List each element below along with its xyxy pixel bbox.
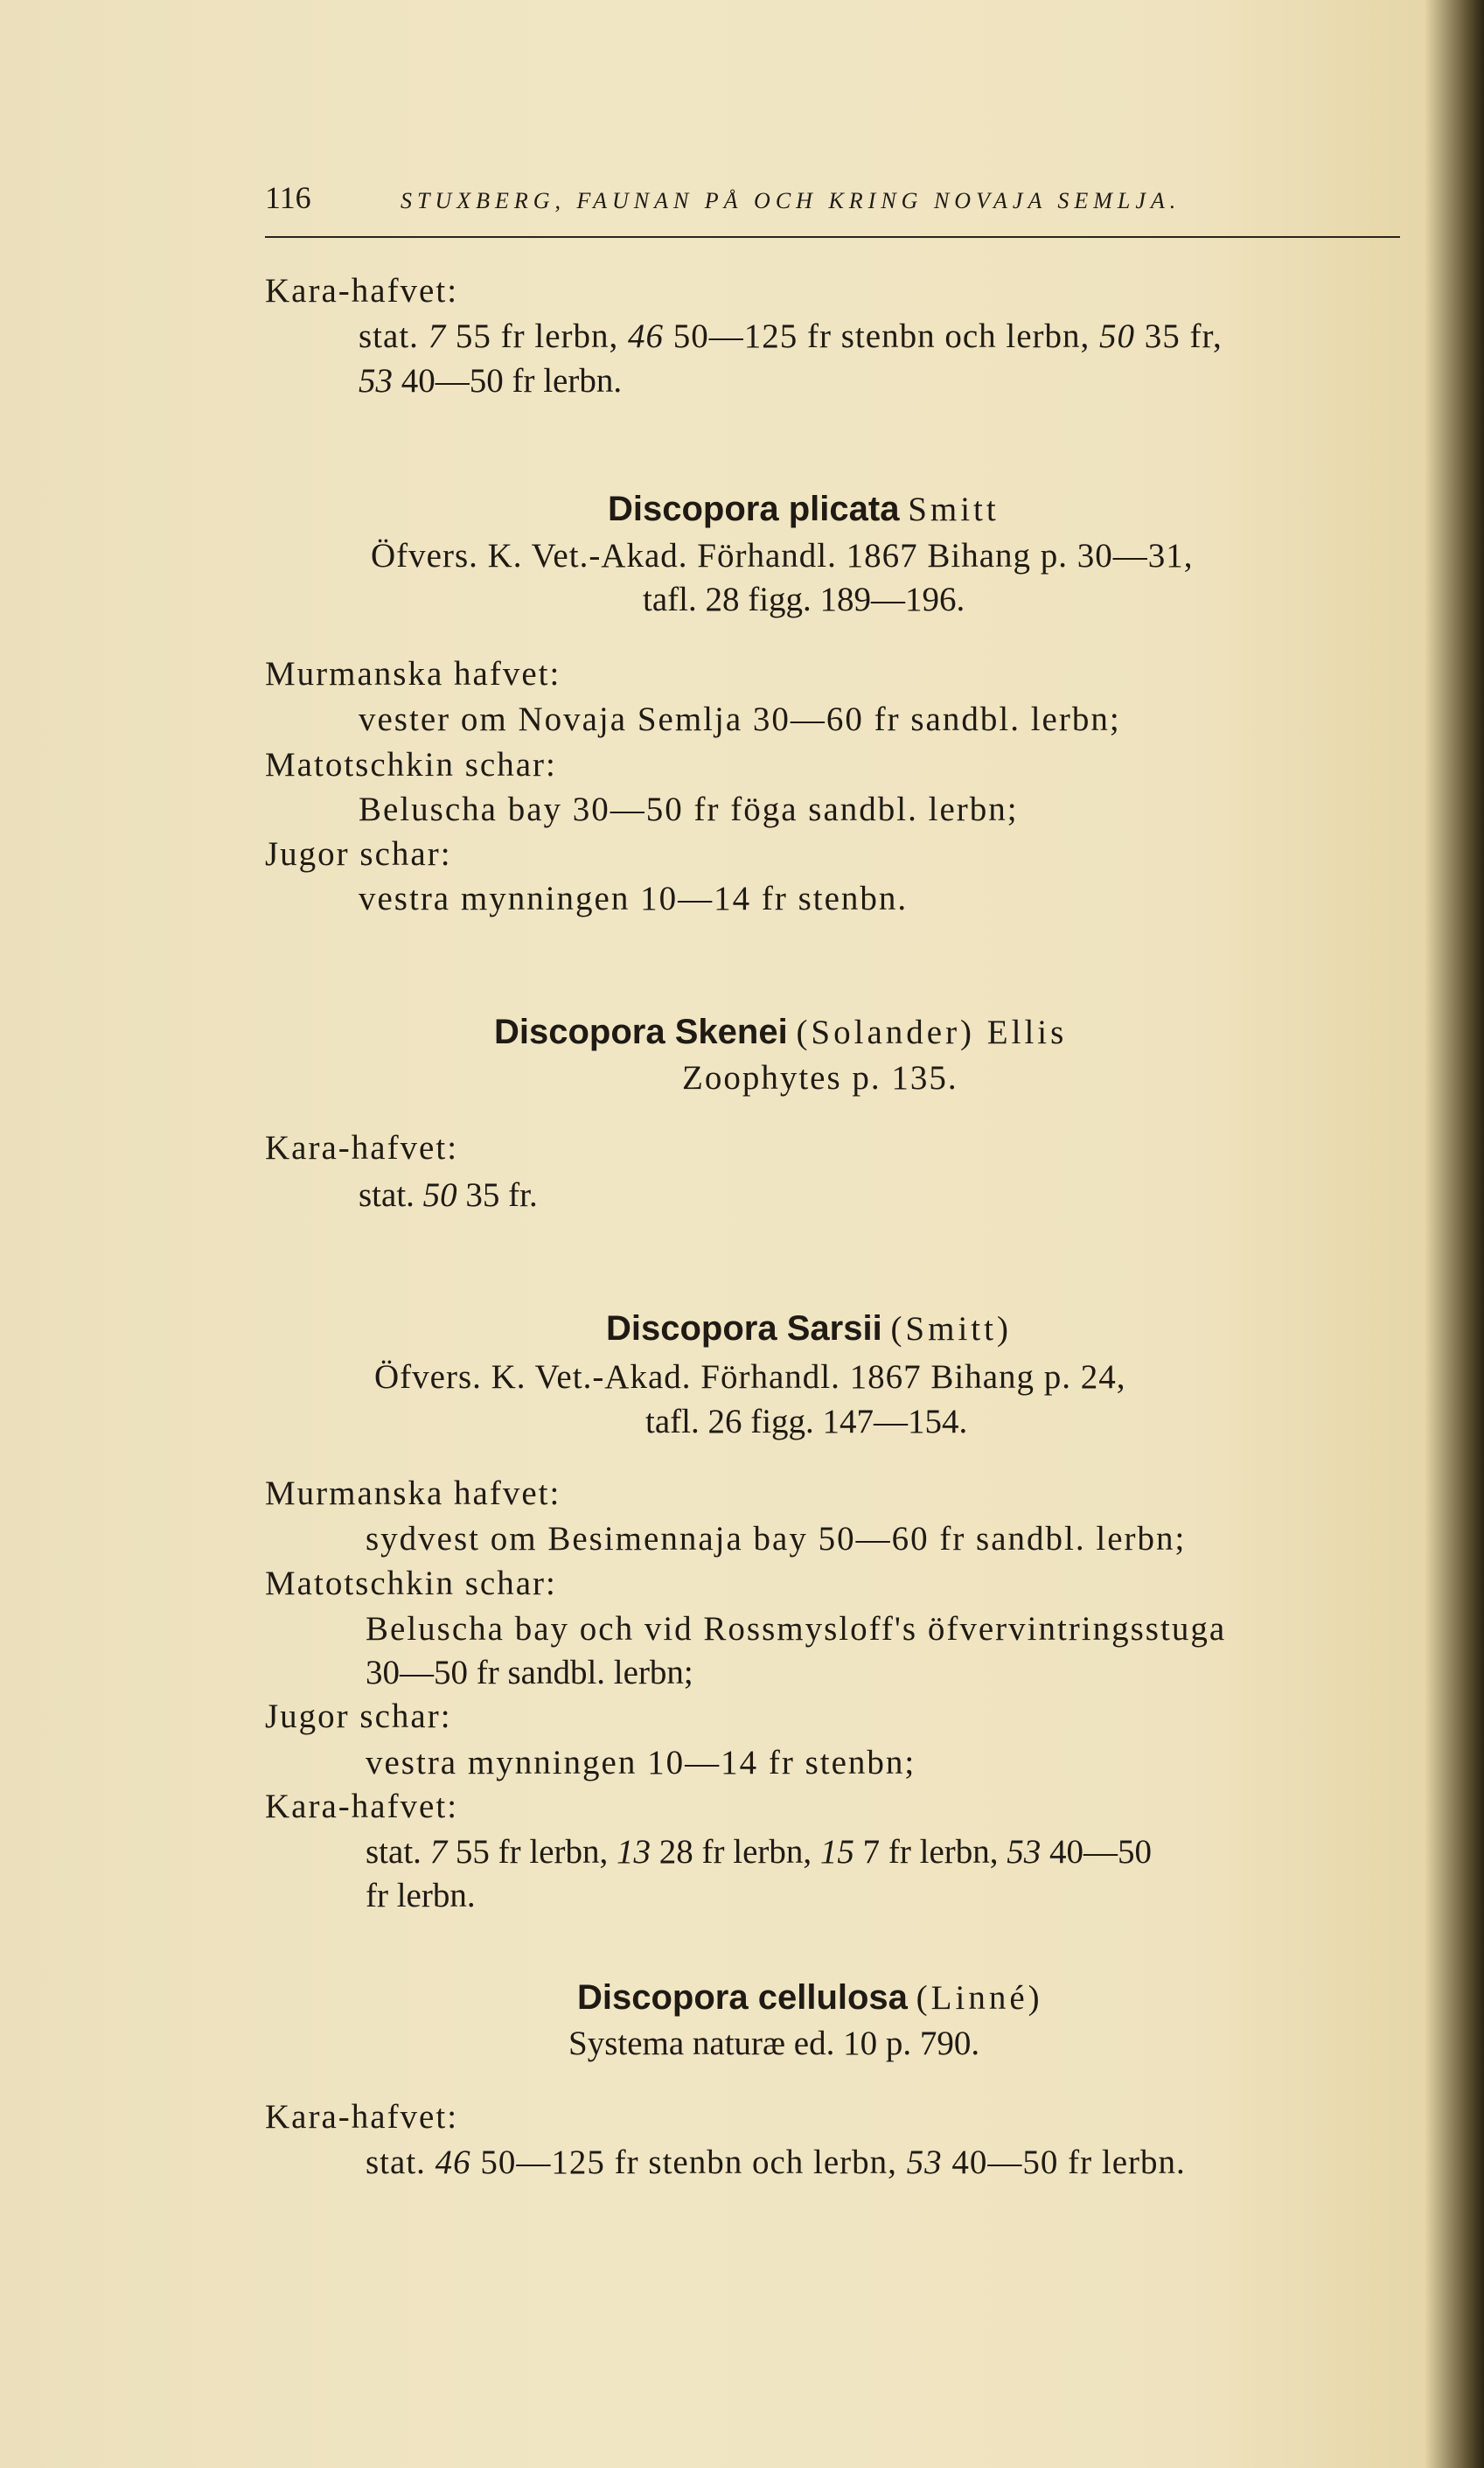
locality-detail: Beluscha bay och vid Rossmysloff's öfvervintringsstuga — [366, 1610, 1227, 1648]
locality-heading: Kara-hafvet: — [265, 1788, 459, 1825]
locality-detail: vestra mynningen 10—14 fr stenbn. — [359, 880, 909, 917]
reference-line: tafl. 26 figg. 147—154. — [645, 1403, 968, 1440]
species-author: (Smitt) — [890, 1310, 1012, 1348]
station-line: 53 40—50 fr lerbn. — [359, 362, 623, 400]
station-line: stat. 7 55 fr lerbn, 13 28 fr lerbn, 15 7 fr lerbn, 53 40—50 — [366, 1833, 1152, 1871]
reference-line: tafl. 28 figg. 189—196. — [643, 581, 965, 618]
species-author: (Linné) — [916, 1979, 1043, 2017]
species-heading — [494, 1013, 1067, 1052]
locality-heading: Matotschkin schar: — [265, 746, 557, 784]
page-number: 116 — [265, 180, 311, 215]
locality-heading: Matotschkin schar: — [265, 1565, 557, 1602]
reference-line: Systema naturæ ed. 10 p. 790. — [568, 2025, 980, 2062]
locality-detail: vestra mynningen 10—14 fr stenbn; — [366, 1744, 916, 1781]
header-rule — [265, 236, 1400, 238]
locality-heading: Jugor schar: — [265, 1698, 452, 1735]
station-line: stat. 7 55 fr lerbn, 46 50—125 fr stenbn och lerbn, 50 35 fr, — [359, 317, 1223, 355]
locality-heading: Kara-hafvet: — [265, 272, 459, 310]
species-heading — [608, 490, 1000, 529]
locality-detail: Beluscha bay 30—50 fr föga sandbl. lerbn; — [359, 791, 1019, 828]
species-heading — [606, 1309, 1012, 1349]
station-line: fr lerbn. — [366, 1877, 476, 1914]
reference-line: Öfvers. K. Vet.-Akad. Förhandl. 1867 Bihang p. 30—31, — [371, 537, 1194, 575]
running-title: STUXBERG, FAUNAN PÅ OCH KRING NOVAJA SEMLJA. — [401, 188, 1181, 213]
locality-heading: Kara-hafvet: — [265, 1129, 459, 1167]
species-author: (Solander) Ellis — [796, 1014, 1068, 1051]
species-name: Discopora cellulosa — [577, 1978, 908, 2017]
locality-heading: Jugor schar: — [265, 835, 452, 873]
species-heading — [577, 1978, 1043, 2018]
locality-detail: 30—50 fr sandbl. lerbn; — [366, 1654, 693, 1691]
species-name: Discopora Skenei — [494, 1013, 788, 1051]
species-name: Discopora plicata — [608, 490, 900, 528]
station-line: stat. 50 35 fr. — [359, 1176, 538, 1214]
locality-heading: Murmanska hafvet: — [265, 1475, 561, 1512]
locality-detail: vester om Novaja Semlja 30—60 fr sandbl. lerbn; — [359, 701, 1121, 738]
reference-line: Zoophytes p. 135. — [682, 1059, 958, 1097]
species-author: Smitt — [908, 491, 1000, 528]
reference-line: Öfvers. K. Vet.-Akad. Förhandl. 1867 Bihang p. 24, — [374, 1358, 1126, 1396]
locality-detail: sydvest om Besimennaja bay 50—60 fr sandbl. lerbn; — [366, 1520, 1187, 1558]
locality-heading: Murmanska hafvet: — [265, 655, 561, 693]
locality-heading: Kara-hafvet: — [265, 2098, 459, 2136]
station-line: stat. 46 50—125 fr stenbn och lerbn, 53 40—50 fr lerbn. — [366, 2144, 1186, 2181]
page-header — [265, 179, 1402, 223]
species-name: Discopora Sarsii — [606, 1309, 882, 1348]
